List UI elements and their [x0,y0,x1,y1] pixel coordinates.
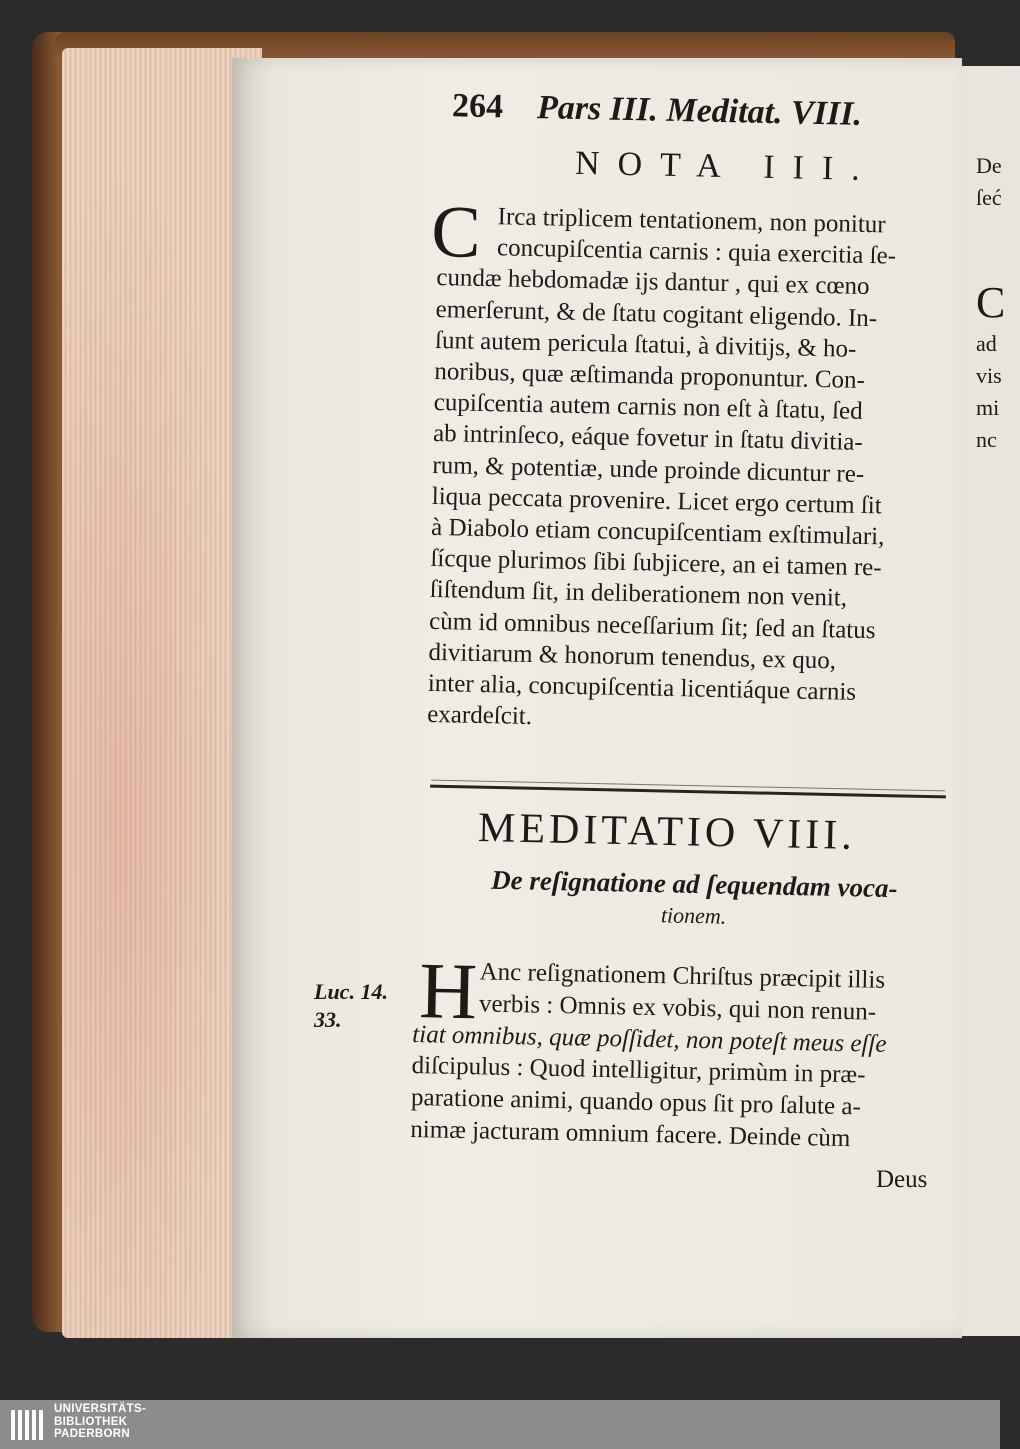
text-line: verbis : Omnis ex vobis, qui non renun- [478,990,877,1026]
fragment: ad [976,331,997,356]
text-line: exardeſcit. [426,701,533,731]
running-title: Pars III. Meditat. VIII. [536,89,863,133]
logo-line: UNIVERSITÄTS- [54,1403,147,1415]
fragment-spacer [976,214,1006,278]
library-footer-bar [0,1400,1000,1449]
fragment: C [976,278,1006,327]
text-line: divitiarum & honorum tenendus, ex quo, [428,638,837,675]
drop-capital: C [430,190,482,274]
text-line: Irca triplicem tentationem, non ponitur [497,203,886,239]
text-line: emerſerunt, & de ſtatu cogitant eligendo. In- [435,295,878,332]
fragment: nc [976,427,997,452]
text-line: noribus, quæ æſtimanda proponuntur. Con- [434,357,866,394]
drop-capital: H [418,947,478,1037]
library-logo-text [54,1403,146,1441]
text-line: liqua peccata provenire. Licet ergo certum ſit [431,482,883,520]
text-line: rum, & potentiæ, unde proinde dicuntur re- [432,451,865,488]
paragraph-nota [426,190,958,741]
meditation-title: MEDITATIO VIII. [477,805,857,859]
text-line: concupiſcentia carnis : quia exercitia ſe- [496,234,897,270]
section-heading: NOTA III. [574,144,879,189]
marginal-reference-line: Luc. 14. [314,979,388,1004]
page-number: 264 [451,87,504,126]
text-line: ſiſtendum ſit, in deliberationem non venit, [429,576,848,613]
text-line: ſícque plurimos ſibi ſubjicere, an ei tamen re- [430,545,882,582]
text-line: paratione animi, quando opus ſit pro ſalute a- [410,1084,862,1121]
catchword: Deus [876,1166,928,1193]
facing-page-fragments [976,150,1006,456]
text-line: à Diabolo etiam concupiſcentiam exſtimulari, [430,513,885,551]
fragment: vis [976,363,1002,388]
text-line: ab intrinſeco, eáque fovetur in ſtatu divitia- [432,420,864,457]
text-line: inter alia, concupiſcentia licentiáque carnis [427,669,857,706]
subtitle-line: De reſignatione ad ſequendam voca- [490,864,898,904]
text-line: diſcipulus : Quod intelligitur, primùm in præ- [411,1052,866,1089]
text-line: nimæ jacturam omnium facere. Deinde cùm [410,1115,851,1153]
text-line: ſunt autem pericula ſtatui, à divitijs, & ho- [434,326,857,363]
text-line: tiat omnibus, quæ poſſidet, non poteſt meus eſſe [412,1020,887,1058]
logo-line: BIBLIOTHEK [54,1415,128,1428]
text-line: cùm id omnibus neceſſarium ſit; ſed an ſtatus [428,607,876,644]
text-line: Anc reſignationem Chriſtus præcipit illis [479,958,886,994]
marginal-reference [314,978,388,1034]
library-logo-icon [10,1408,46,1442]
fragment: ſeć [976,185,1002,210]
meditation-subtitle [443,863,944,937]
logo-line: PADERBORN [54,1428,130,1440]
fragment: De [976,153,1002,178]
subtitle-line: tionem. [660,902,727,929]
paragraph-meditation [410,947,954,1157]
marginal-reference-line: 33. [314,1007,342,1032]
text-line: cundæ hebdomadæ ijs dantur , qui ex cœno [436,264,870,301]
fragment: mi [976,395,1000,420]
text-line: cupiſcentia autem carnis non eſt à ſtatu, ſed [433,389,863,426]
